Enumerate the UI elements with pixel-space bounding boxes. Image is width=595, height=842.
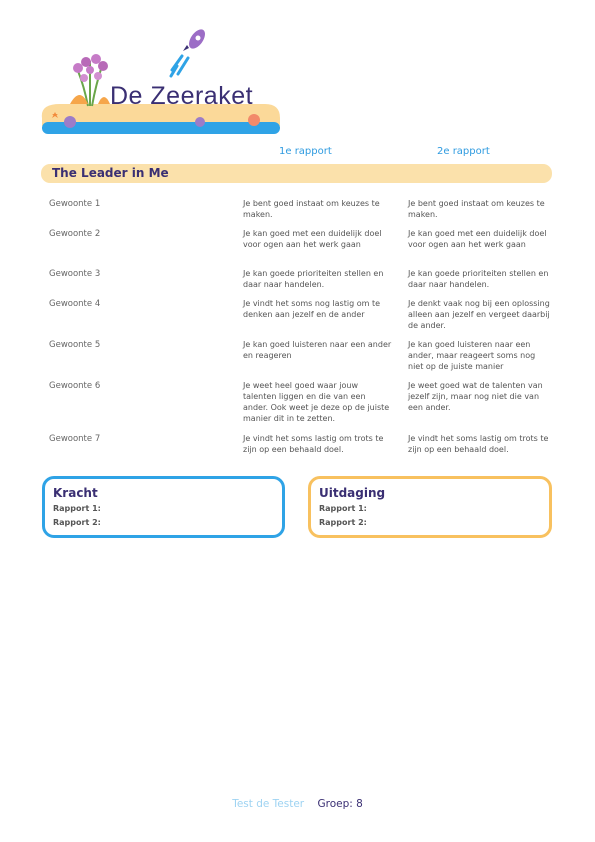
second-report-text: Je denkt vaak nog bij een oplossing alleen aan jezelf en vergeet daarbij de ander. bbox=[408, 299, 550, 330]
habit-label: Gewoonte 7 bbox=[49, 434, 101, 444]
habit-label: Gewoonte 2 bbox=[49, 229, 101, 239]
group-value: 8 bbox=[356, 798, 363, 810]
strength-report-1-label: Rapport 1: bbox=[53, 504, 101, 513]
section-header bbox=[41, 164, 552, 183]
habit-label: Gewoonte 4 bbox=[49, 299, 101, 309]
second-report-text: Je kan goed met een duidelijk doel voor ogen aan het werk gaan bbox=[408, 229, 547, 249]
habit-label: Gewoonte 6 bbox=[49, 381, 101, 391]
section-title: The Leader in Me bbox=[52, 166, 169, 180]
first-report-text: Je kan goede prioriteiten stellen en daar naar handelen. bbox=[243, 269, 384, 289]
shell-icon bbox=[248, 114, 260, 126]
second-report-text: Je vindt het soms lastig om trots te zijn op een behaald doel. bbox=[408, 434, 549, 454]
first-report-text: Je vindt het soms nog lastig om te denken aan jezelf en de ander bbox=[243, 299, 380, 319]
student-name: Test de Tester bbox=[232, 798, 305, 810]
page-footer bbox=[0, 798, 595, 810]
first-report-text: Je weet heel goed waar jouw talenten liggen en die van een ander. Ook weet je deze op de juiste manier dit in te zetten. bbox=[243, 381, 390, 423]
shell-icon bbox=[195, 117, 205, 127]
habit-label: Gewoonte 1 bbox=[49, 199, 101, 209]
shell-icon bbox=[64, 116, 76, 128]
logo-title: De Zeeraket bbox=[110, 82, 254, 110]
second-report-text: Je kan goed luisteren naar een ander, maar reageert soms nog niet op de juiste manier bbox=[408, 340, 536, 371]
challenge-report-1-label: Rapport 1: bbox=[319, 504, 367, 513]
challenge-box bbox=[308, 476, 552, 538]
second-report-text: Je bent goed instaat om keuzes te maken. bbox=[408, 199, 545, 219]
first-report-text: Je vindt het soms lastig om trots te zijn op een behaald doel. bbox=[243, 434, 384, 454]
group-label: Groep: bbox=[317, 798, 353, 810]
strength-box bbox=[42, 476, 285, 538]
second-report-text: Je weet goed wat de talenten van jezelf zijn, maar nog niet die van een ander. bbox=[408, 381, 543, 412]
strength-report-2-label: Rapport 2: bbox=[53, 518, 101, 527]
column-header-first-report: 1e rapport bbox=[279, 146, 332, 157]
habit-label: Gewoonte 3 bbox=[49, 269, 101, 279]
challenge-report-2-label: Rapport 2: bbox=[319, 518, 367, 527]
rocket-icon bbox=[171, 27, 208, 76]
second-report-text: Je kan goede prioriteiten stellen en daar naar handelen. bbox=[408, 269, 549, 289]
first-report-text: Je kan goed met een duidelijk doel voor ogen aan het werk gaan bbox=[243, 229, 382, 249]
school-logo bbox=[40, 26, 282, 138]
seaweed-icon bbox=[70, 54, 110, 106]
first-report-text: Je kan goed luisteren naar een ander en reageren bbox=[243, 340, 392, 360]
column-header-second-report: 2e rapport bbox=[437, 146, 490, 157]
habit-label: Gewoonte 5 bbox=[49, 340, 101, 350]
strength-title: Kracht bbox=[53, 486, 98, 500]
challenge-title: Uitdaging bbox=[319, 486, 386, 500]
first-report-text: Je bent goed instaat om keuzes te maken. bbox=[243, 199, 380, 219]
